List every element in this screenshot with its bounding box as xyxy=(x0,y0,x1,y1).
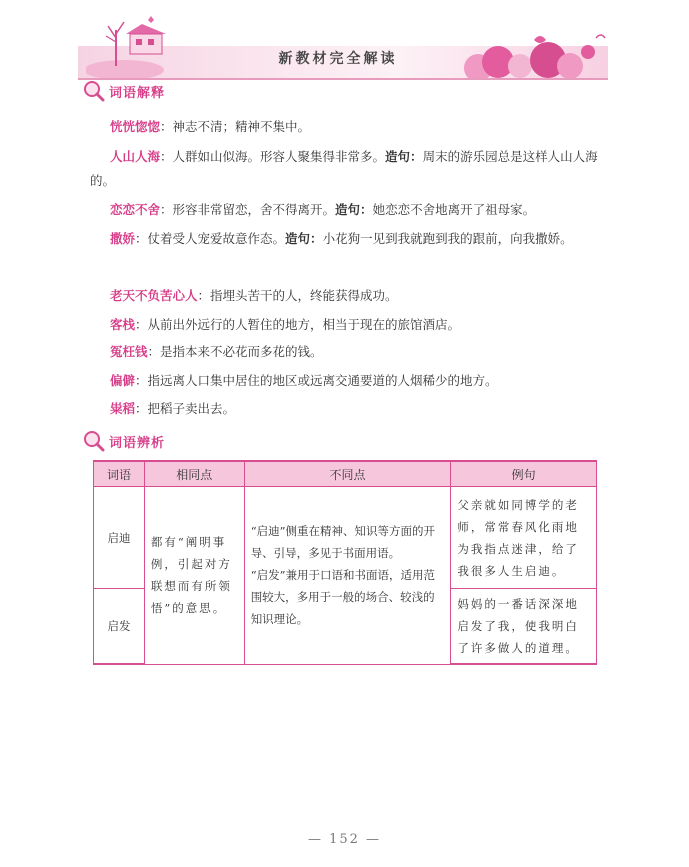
entry-term: 偏僻 xyxy=(110,373,136,388)
section-vocab-label: 词语解释 xyxy=(109,85,166,101)
entry-term: 恋恋不舍 xyxy=(110,202,161,217)
page-number: — 152 — xyxy=(307,832,382,847)
entry-term: 客栈 xyxy=(110,317,136,332)
decorative-clouds-icon xyxy=(438,30,608,78)
entry-8: 偏僻：指远离人口集中居住的地区或远离交通要道的人烟稀少的地方。 xyxy=(110,373,498,388)
entry-example: 小花狗一见到我就跑到我的跟前，向我撒娇。 xyxy=(322,231,573,246)
magnifier-icon xyxy=(83,80,105,102)
entry-term: 恍恍惚惚 xyxy=(110,119,161,134)
section-compare-label: 词语辨析 xyxy=(109,435,166,451)
comparison-table xyxy=(93,460,597,665)
house-tree-icon xyxy=(86,12,176,78)
entry-definition: 是指本来不必花而多花的钱。 xyxy=(160,344,323,359)
table-header-row xyxy=(94,461,597,487)
column-header: 词语 xyxy=(94,461,145,487)
header-title: 新教材完全解读 xyxy=(278,51,398,67)
entry-example: 她恋恋不舍地离开了祖母家。 xyxy=(372,202,536,217)
table-cell-diff xyxy=(244,487,451,665)
entry-4: 撒娇：仗着受人宠爱故意作态。造句：小花狗一见到我就跑到我的跟前，向我撒娇。 xyxy=(110,231,573,246)
table-cell-same: 都有“阐明事例，引起对方联想而有所领悟”的意思。 xyxy=(144,487,244,665)
example-tag: 造句： xyxy=(285,231,323,246)
entry-term: 粜稻 xyxy=(110,401,136,416)
column-header: 不同点 xyxy=(244,461,451,487)
entry-term: 冤枉钱 xyxy=(110,344,148,359)
page-header xyxy=(78,12,608,78)
entry-definition: 指埋头苦干的人，终能获得成功。 xyxy=(210,288,398,303)
entry-6: 客栈：从前出外远行的人暂住的地方，相当于现在的旅馆酒店。 xyxy=(110,317,461,332)
section-vocab xyxy=(83,80,165,102)
table-cell-example: 妈妈的一番话深深地启发了我，使我明白了许多做人的道理。 xyxy=(451,589,597,665)
table-row xyxy=(94,487,597,589)
entry-definition: 把稻子卖出去。 xyxy=(147,401,236,416)
entry-definition: 神志不清；精神不集中。 xyxy=(172,119,311,134)
entry-1: 恍恍惚惚：神志不清；精神不集中。 xyxy=(110,119,311,134)
entry-9: 粜稻：把稻子卖出去。 xyxy=(110,401,236,416)
table-cell-word: 启迪 xyxy=(94,487,145,589)
entry-definition: 人群如山似海。形容人聚集得非常多。 xyxy=(172,149,386,164)
entry-term: 撒娇 xyxy=(110,231,136,246)
column-header: 相同点 xyxy=(144,461,244,487)
section-compare xyxy=(83,430,165,452)
example-tag: 造句： xyxy=(385,149,423,164)
entry-2: 人山人海：人群如山似海。形容人聚集得非常多。造句：周末的游乐园总是这样人山人海的。 xyxy=(90,149,598,188)
entry-definition: 从前出外远行的人暂住的地方，相当于现在的旅馆酒店。 xyxy=(147,317,461,332)
column-header: 例句 xyxy=(451,461,597,487)
diff-qifa: “启发”兼用于口语和书面语，适用范围较大，多用于一般的场合、较浅的知识理论。 xyxy=(250,568,435,627)
entry-definition: 仗着受人宠爱故意作态。 xyxy=(147,231,286,246)
entry-definition: 指远离人口集中居住的地区或远离交通要道的人烟稀少的地方。 xyxy=(147,373,498,388)
example-tag: 造句： xyxy=(335,202,373,217)
entry-definition: 形容非常留恋，舍不得离开。 xyxy=(172,202,336,217)
entry-3: 恋恋不舍：形容非常留恋，舍不得离开。造句：她恋恋不舍地离开了祖母家。 xyxy=(110,202,536,217)
entry-term: 人山人海 xyxy=(110,149,161,164)
entry-7: 冤枉钱：是指本来不必花而多花的钱。 xyxy=(110,344,323,359)
table-cell-word: 启发 xyxy=(94,589,145,665)
entry-term: 老天不负苦心人 xyxy=(110,288,198,303)
magnifier-icon xyxy=(83,430,105,452)
table-cell-example: 父亲就如同博学的老师，常常春风化雨地为我指点迷津，给了我很多人生启迪。 xyxy=(451,487,597,589)
entry-5: 老天不负苦心人：指埋头苦干的人，终能获得成功。 xyxy=(110,288,398,303)
diff-qidi: “启迪”侧重在精神、知识等方面的开导、引导，多见于书面用语。 xyxy=(250,524,435,561)
entry-example: 周末的游乐园总是这样人山人海的。 xyxy=(90,149,598,188)
